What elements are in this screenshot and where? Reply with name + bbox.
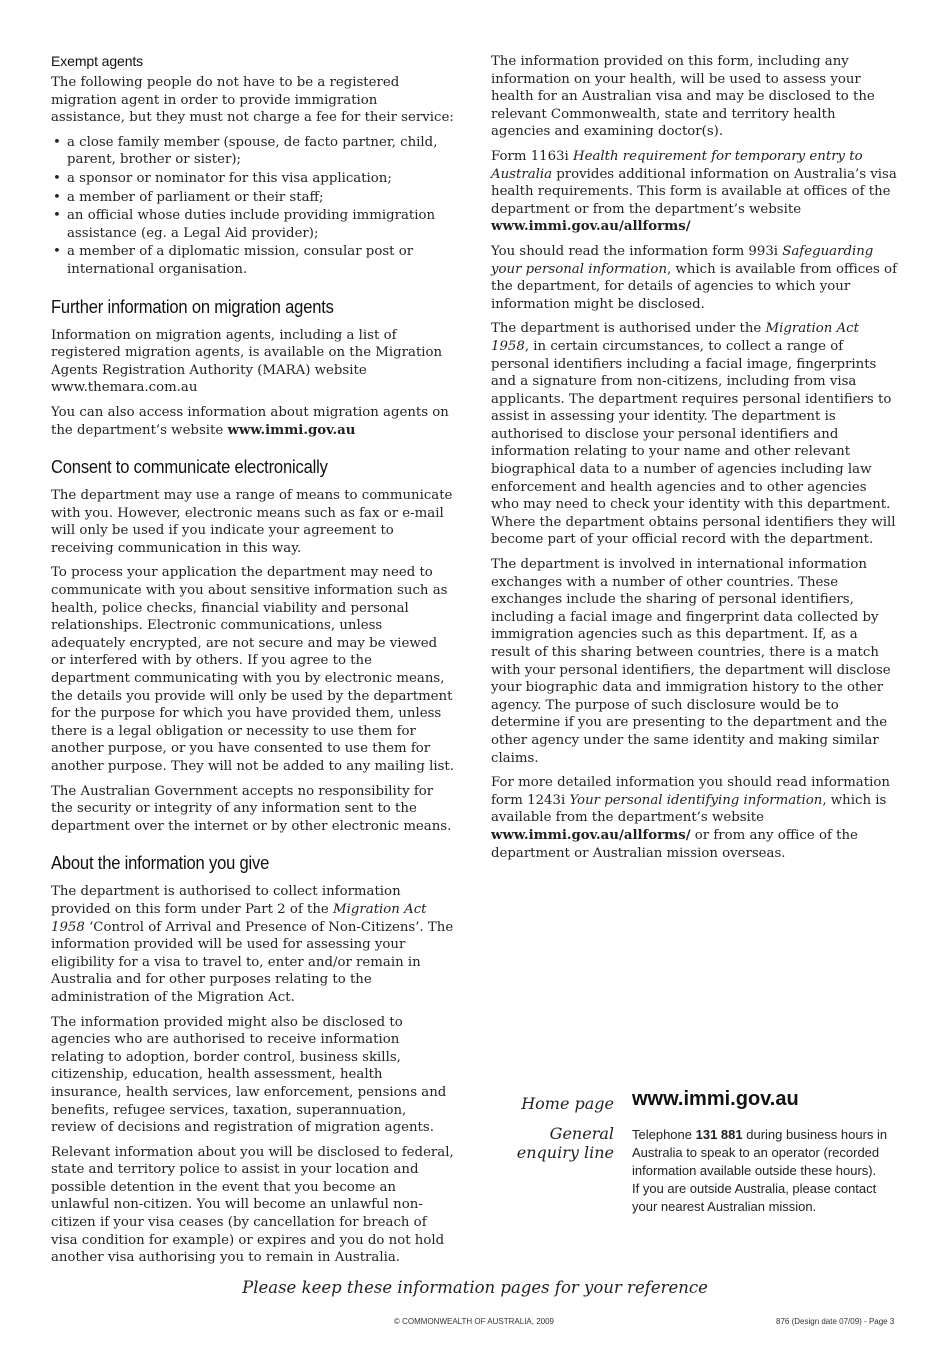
- form-993i-paragraph: You should read the information form 993i Safeguarding your personal information, which is available from offices of the department, for details of agencies to which your information might be disclosed.: [491, 243, 897, 312]
- home-page-row: [500, 1088, 900, 1113]
- exchanges-paragraph: The department is involved in international information exchanges with a number of other countries. These exchanges include the sharing of personal identifiers, including a facial image and fingerprint data collected by immigration agencies such as this department. If, as a result of this sharing between countries, there is a match with your personal identifiers, the department will disclose your biographic data and immigration history to the other agency. The purpose of such disclosure would be to determine if you are presenting to the department and the other agency under the same identity and making similar claims.: [491, 557, 891, 766]
- exempt-intro: The following people do not have to be a registered migration agent in order to provide immigration assistance, but they must not charge a fee for their service:: [51, 75, 454, 126]
- keep-pages-note: Please keep these information pages for your reference: [242, 1278, 708, 1297]
- enquiry-row: [500, 1124, 900, 1216]
- enquiry-label: General enquiry line: [516, 1124, 614, 1162]
- list-item: • a member of a diplomatic mission, consular post or international organisation.: [51, 243, 455, 278]
- consent-heading: Consent to communicate electronically: [51, 457, 328, 478]
- about-paragraph-3: Relevant information about you will be disclosed to federal, state and territory police to assist in your location and possible detention in the event that you become an unlawful non-citizen. You will become an unlawful non-citizen if your visa ceases (by cancellation for breach of visa condition for example) or expires and you do not hold another visa authorising you to remain in Australia.: [51, 1144, 454, 1266]
- copyright-footer: © COMMONWEALTH OF AUSTRALIA, 2009: [394, 1317, 554, 1326]
- outside-australia-note: If you are outside Australia, please contact your nearest Australian mission.: [632, 1181, 877, 1214]
- exempt-list: [51, 134, 455, 279]
- consent-paragraph-2: To process your application the department may need to communicate with you about sensitive information such as health, police checks, financial viability and personal relationships. Electronic communications, unless adequately encrypted, are not secure and may be viewed or interfered with by others. If you agree to the department communicating with you by electronic means, the details you provide will only be used by the department for the purpose for which you have provided them, unless there is a legal obligation or necessity to use them for another purpose, or you have consented to use them for another purpose. They will not be added to any mailing list.: [51, 565, 454, 774]
- telephone-number: 131 881: [695, 1127, 743, 1142]
- left-column: [51, 53, 455, 1274]
- immi-link[interactable]: www.immi.gov.au: [227, 422, 356, 438]
- home-page-label: Home page: [521, 1094, 614, 1113]
- enquiry-details: Telephone 131 881 during business hours in Australia to speak to an operator (recorded information available outside these hours). If you are outside Australia, please contact your nearest Australian mission.: [632, 1126, 892, 1216]
- consent-paragraph-1: The department may use a range of means to communicate with you. However, electronic means such as fax or e-mail will only be used if you indicate your agreement to receiving communication in this way.: [51, 488, 453, 556]
- form-1163i-paragraph: Form 1163i Health requirement for temporary entry to Australia provides additional information on Australia’s visa health requirements. This form is available at offices of the department or from the department’s website www.immi.gov.au/allforms/: [491, 148, 897, 235]
- list-item: • a close family member (spouse, de facto partner, child, parent, brother or sister);: [51, 134, 455, 169]
- list-item: • an official whose duties include providing immigration assistance (eg. a Legal Aid provider);: [51, 207, 455, 242]
- list-item: • a sponsor or nominator for this visa application;: [51, 170, 455, 188]
- allforms-link[interactable]: www.immi.gov.au/allforms/: [491, 219, 691, 235]
- list-item: • a member of parliament or their staff;: [51, 189, 455, 207]
- form-1243i-paragraph: For more detailed information you should read information form 1243i Your personal identifying information, which is available from the department’s website www.immi.gov.au/allforms/ or from any office of the department or Australian mission overseas.: [491, 775, 890, 861]
- home-page-url[interactable]: www.immi.gov.au: [632, 1088, 799, 1110]
- contact-block: [500, 1088, 900, 1216]
- identifiers-paragraph: The department is authorised under the Migration Act 1958, in certain circumstances, to collect a range of personal identifiers including a facial image, fingerprints and a signature from non-citizens, including from visa applicants. The department requires personal identifiers to assist in assessing your identity. The department is authorised to disclose your personal identifiers and information relating to your name and other relevant biographical data to a number of agencies including law enforcement and health agencies and to other agencies who may need to check your identity with this department. Where the department obtains personal identifiers they will become part of your official record with the department.: [491, 321, 896, 548]
- further-info-heading: Further information on migration agents: [51, 296, 334, 317]
- about-paragraph-1: The department is authorised to collect information provided on this form under Part 2 of the Migration Act 1958 ‘Control of Arrival and Presence of Non-Citizens’. The information provided will be used for assessing your eligibility for a visa to travel to, enter and/or remain in Australia and for other purposes relating to the administration of the Migration Act.: [51, 884, 454, 1005]
- further-info-website-paragraph: You can also access information about migration agents on the department’s website www.immi.gov.au: [51, 404, 449, 438]
- exempt-agents-heading: Exempt agents: [51, 53, 144, 69]
- about-info-heading: About the information you give: [51, 853, 270, 874]
- allforms-link[interactable]: www.immi.gov.au/allforms/: [491, 827, 691, 843]
- health-info-paragraph: The information provided on this form, including any information on your health, will be used to assess your health for an Australian visa and may be disclosed to the relevant Commonwealth, state and territory health agencies and examining doctor(s).: [491, 54, 875, 140]
- about-paragraph-2: The information provided might also be disclosed to agencies who are authorised to receive information relating to adoption, border control, business skills, citizenship, education, health assessment, health insurance, health services, law enforcement, pensions and benefits, refugee services, taxation, superannuation, review of decisions and registration of migration agents.: [51, 1014, 447, 1136]
- page-reference-footer: 876 (Design date 07/09) - Page 3: [776, 1317, 895, 1326]
- further-info-paragraph: Information on migration agents, including a list of registered migration agents, is available on the Migration Agents Registration Authority (MARA) website www.themara.com.au: [51, 327, 443, 396]
- consent-paragraph-3: The Australian Government accepts no responsibility for the security or integrity of any information sent to the department over the internet or by other electronic means.: [51, 783, 452, 834]
- right-column: [491, 53, 898, 869]
